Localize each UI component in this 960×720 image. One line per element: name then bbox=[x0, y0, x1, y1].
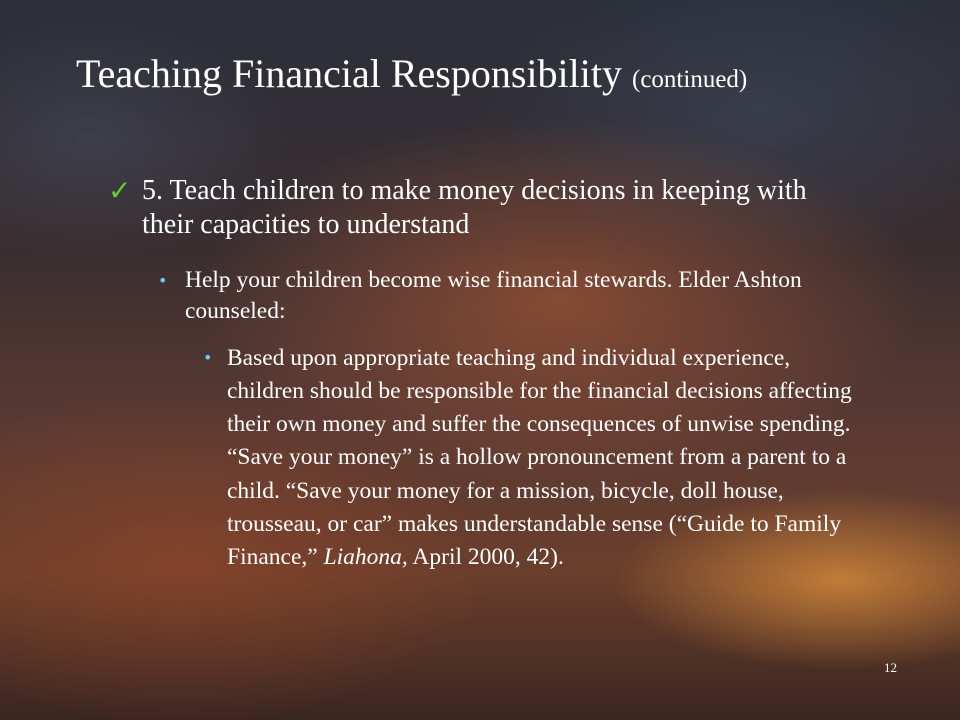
quote-text bbox=[203, 342, 853, 574]
quote-text-main: Based upon appropriate teaching and individual experience, children should be responsible for the financial decisions affecting their own money and suffer the consequences of unwise spending. “Save your money” is a hollow pronouncement from a parent to a child. “Save your money for a mission, bicycle, doll house, trousseau, or car” makes understandable sense (“Guide to Family Finance,” bbox=[227, 345, 852, 570]
slide-title-suffix: (continued) bbox=[632, 66, 748, 93]
page-number: 12 bbox=[884, 660, 897, 675]
quote-text-end: April 2000, 42). bbox=[407, 543, 564, 570]
sub-point-text: Help your children become wise financial stewards. Elder Ashton counseled: bbox=[185, 267, 802, 325]
sub-point bbox=[158, 265, 878, 327]
quote-source-italic: Liahona, bbox=[323, 543, 408, 570]
main-point bbox=[108, 174, 848, 242]
checkmark-icon: ✓ bbox=[108, 174, 132, 207]
bullet-icon: • bbox=[158, 271, 168, 290]
main-point-text: 5. Teach children to make money decisions in keeping with their capacities to understand bbox=[142, 175, 807, 241]
slide-title bbox=[76, 50, 936, 98]
bullet-icon: • bbox=[203, 348, 213, 367]
quote-point bbox=[203, 342, 853, 574]
slide-title-main: Teaching Financial Responsibility bbox=[76, 51, 622, 96]
